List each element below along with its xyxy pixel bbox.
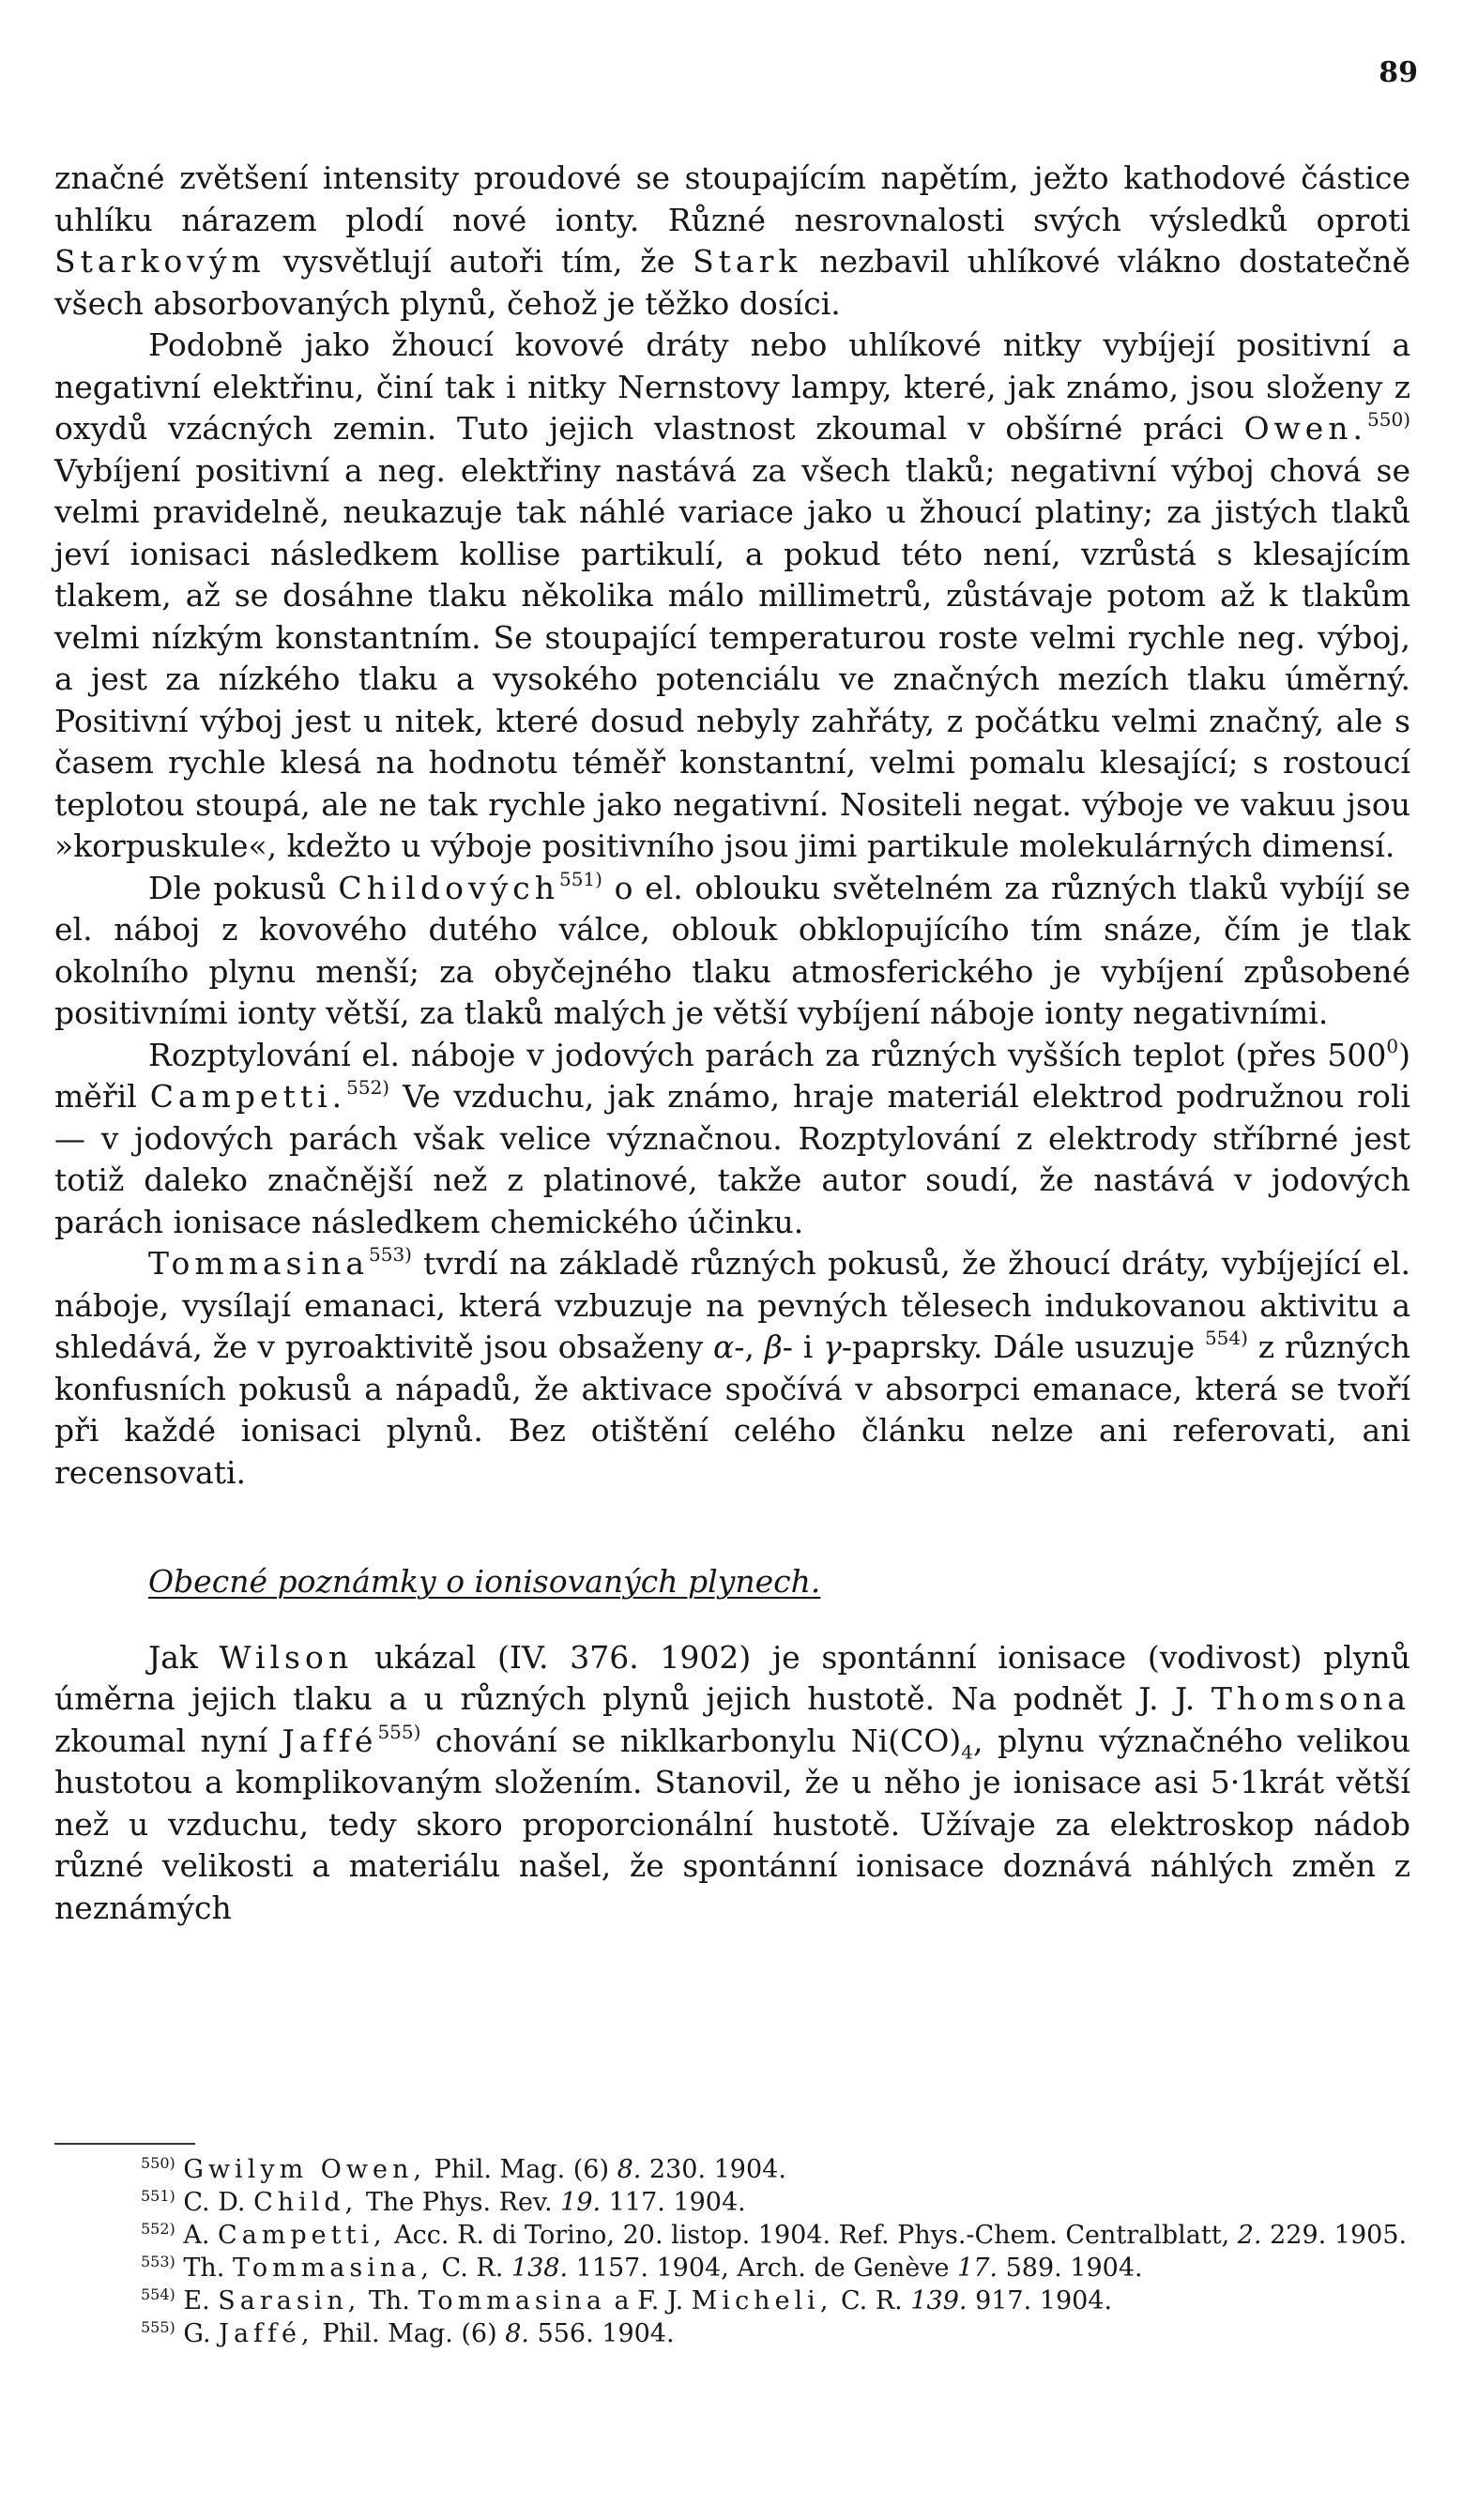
- footnote: $^{555)}$ G. Jaffé, Phil. Mag. (6) 8. 556. 1904.: [141, 2318, 675, 2348]
- spaced-name: Childových: [338, 869, 559, 906]
- spaced-name: Owen.: [1243, 410, 1368, 447]
- italic-text: 17.: [957, 2254, 998, 2283]
- spaced-name: Jaffé,: [219, 2319, 314, 2348]
- footnote-reference: 553): [369, 1243, 412, 1266]
- footnote-number: 554): [141, 2285, 175, 2303]
- footnote-reference: 550): [1367, 408, 1410, 431]
- spaced-name: Tommasina,: [232, 2254, 434, 2283]
- paragraph: Tommasina$^{553)}$ tvrdí na základě různých pokusů, že žhoucí dráty, vybíjející el. náboje, vysílají emanaci, která vzbuzuje na pevných tělesech indukovanou aktivitu a shledává, že v pyroaktivitě jsou obsaženy α-, β- i γ-paprsky. Dále usuzuje $^{554)}$ z různých konfusních pokusů a nápadů, že aktivace spočívá v absorpci emanace, která se tvoří při každé ionisaci plynů. Bez otištění celého článku nelze ani referovati, ani recensovati.: [54, 1243, 1411, 1491]
- paragraph: Podobně jako žhoucí kovové dráty nebo uhlíkové nitky vybíjejí positivní a negativní elektřinu, činí tak i nitky Nernstovy lampy, které, jak známo, jsou složeny z oxydů vzácných zemin. Tuto jejich vlastnost zkoumal v obšírné práci Owen.$^{550)}$ Vybíjení positivní a neg. elektřiny nastává za všech tlaků; negativní výboj chová se velmi pravidelně, neukazuje tak náhlé variace jako u žhoucí platiny; za jistých tlaků jeví ionisaci následkem kollise partikulí, a pokud této není, vzrůstá s klesajícím tlakem, až se dosáhne tlaku několika málo millimetrů, zůstávaje potom až k tlakům velmi nízkým konstantním. Se stoupající temperaturou roste velmi rychle neg. výboj, a jest za nízkého tlaku a vysokého potenciálu ve značných mezích tlaku úměrný. Positivní výboj jest u nitek, které dosud nebyly zahřáty, z počátku velmi značný, ale s časem rychle klesá na hodnotu téměř konstantní, velmi pomalu klesající; s rostoucí teplotou stoupá, ale ne tak rychle jako negativní. Nositeli negat. výboje ve vakuu jsou »korpuskule«, kdežto u výboje positivního jsou jimi partikule molekulárných dimensí.: [54, 326, 1410, 864]
- spaced-name: Campetti.: [149, 1078, 347, 1115]
- footnote-number: 555): [141, 2318, 175, 2336]
- paragraph: Dle pokusů Childových$^{551)}$ o el. oblouku světelném za různých tlaků vybíjí se el. náboj z kovového dutého válce, oblouk obklopujícího tím snáze, čím je tlak okolního plynu menší; za obyčejného tlaku atmosferického je vybíjení způsobené positivními ionty větší, za tlaků malých je větší vybíjení náboje ionty negativními.: [54, 867, 1411, 1031]
- footnote: $^{550)}$ Gwilym Owen, Phil. Mag. (6) 8. 230. 1904.: [141, 2154, 786, 2184]
- spaced-name: Wilson: [219, 1638, 354, 1676]
- spaced-name: Micheli,: [691, 2286, 833, 2315]
- footnotes: [54, 2153, 1410, 2350]
- paragraph: značné zvětšení intensity proudové se stoupajícím napětím, ježto kathodové částice uhlíku nárazem plodí nové ionty. Různé nesrovnalosti svých výsledků oproti Starkovým vysvětlují autoři tím, že Stark nezbavil uhlíkové vlákno dostatečně všech absorbovaných plynů, čehož je těžko dosíci.: [54, 159, 1410, 322]
- section-heading: Obecné poznámky o ionisovaných plynech.: [148, 1563, 821, 1600]
- italic-text: γ: [823, 1328, 842, 1365]
- spaced-name: Tommasina: [418, 2286, 606, 2315]
- footnote: $^{551)}$ C. D. Child, The Phys. Rev. 19. 117. 1904.: [141, 2187, 746, 2217]
- footnote: $^{553)}$ Th. Tommasina, C. R. 138. 1157. 1904, Arch. de Genève 17. 589. 1904.: [141, 2253, 1143, 2283]
- footnote-number: 550): [141, 2154, 175, 2172]
- spaced-name: Stark: [693, 243, 802, 280]
- footnote: $^{552)}$ A. Campetti, Acc. R. di Torino, 20. listop. 1904. Ref. Phys.-Chem. Centralblatt, 2. 229. 1905.: [141, 2220, 1408, 2250]
- footnote-reference: 552): [346, 1076, 390, 1099]
- footnote-number: 553): [141, 2253, 175, 2270]
- spaced-name: Sarasin,: [218, 2286, 361, 2315]
- paragraph: Rozptylování el. náboje v jodových parách za různých vyšších teplot (přes $500^0$) měřil Campetti.$^{552)}$ Ve vzduchu, jak známo, hraje materiál elektrod podružnou roli — v jodových parách však velice význačnou. Rozptylování z elektrody stříbrné jest totiž daleko značnější než z platinové, takže autor soudí, že nastává v jodových parách ionisace následkem chemického účinku.: [54, 1034, 1410, 1240]
- italic-text: α: [712, 1328, 735, 1365]
- body-text: [54, 158, 1410, 1929]
- footnote-reference: 551): [558, 867, 602, 890]
- paragraphs-after-heading: [54, 1637, 1410, 1930]
- footnote-divider: [54, 2143, 195, 2145]
- page-number: 89: [1379, 56, 1418, 89]
- italic-text: 2.: [1237, 2221, 1262, 2250]
- spaced-name: Gwilym Owen,: [183, 2155, 426, 2184]
- spaced-name: Jaffé: [282, 1722, 378, 1759]
- footnote-reference: 555): [377, 1720, 421, 1743]
- spaced-name: Thomsona: [1211, 1680, 1410, 1717]
- spaced-name: Starkovým: [54, 243, 266, 280]
- spaced-name: Campetti,: [218, 2221, 387, 2250]
- paragraphs-before-heading: [54, 158, 1410, 1494]
- paragraph: Jak Wilson ukázal (IV. 376. 1902) je spontánní ionisace (vodivost) plynů úměrna jejich tlaku a u různých plynů jejich hustotě. Na podnět J. J. Thomsona zkoumal nyní Jaffé$^{555)}$ chování se niklkarbonylu $Ni(CO)_4$, plynu význačného velikou hustotou a komplikovaným složením. Stanovil, že u něho je ionisace asi 5·1krát větší než u vzduchu, tedy skoro proporcionální hustotě. Užívaje za elektroskop nádob různé velikosti a materiálu našel, že spontánní ionisace doznává náhlých změn z neznámých: [54, 1638, 1411, 1926]
- italic-text: 139.: [910, 2286, 968, 2315]
- subscript: 4: [961, 1740, 974, 1764]
- italic-text: 138.: [511, 2254, 569, 2283]
- footnote-number: 552): [141, 2220, 175, 2238]
- italic-text: 8.: [617, 2155, 642, 2184]
- italic-text: 19.: [560, 2188, 602, 2217]
- footnote-reference: 0: [1386, 1034, 1399, 1057]
- footnote-reference: 554): [1204, 1327, 1248, 1349]
- italic-text: β: [764, 1328, 783, 1365]
- spaced-name: Child,: [253, 2188, 358, 2217]
- spaced-name: Tommasina: [148, 1245, 369, 1282]
- italic-text: 8.: [505, 2319, 529, 2348]
- footnote-number: 551): [141, 2187, 175, 2205]
- footnote: $^{554)}$ E. Sarasin, Th. Tommasina a F. J. Micheli, C. R. 139. 917. 1904.: [141, 2285, 1113, 2315]
